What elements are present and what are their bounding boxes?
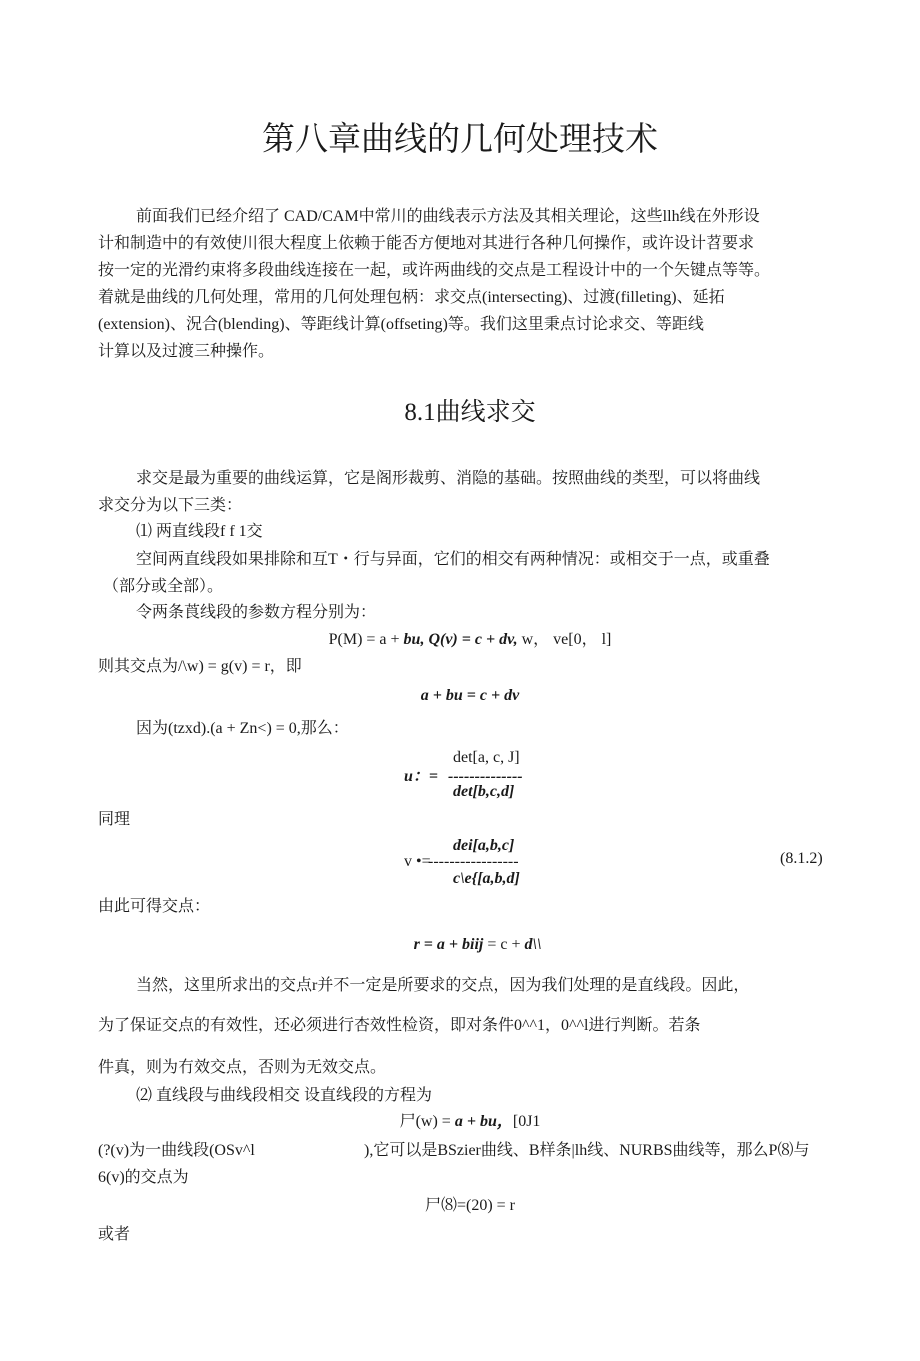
para-2-line-2: （部分或全部）。 bbox=[103, 578, 224, 595]
para-8: 当然，这里所求出的交点r并不一定是所要求的交点，因为我们处理的是直线段。因此， bbox=[136, 977, 750, 994]
para-3: 令两条莨线段的参数方程分别为： bbox=[136, 604, 377, 621]
equation-2: a + bu = c + dv bbox=[420, 687, 520, 704]
equation-3-numerator: det[a, c, J] bbox=[453, 749, 520, 766]
equation-7: 尸⑻=(20) = r bbox=[424, 1197, 516, 1214]
para-9: 为了保证交点的有效性，还必须进行杏效性检资，即对条件0^^1，0^^l进行判断。若条 bbox=[98, 1017, 701, 1034]
para-13: 或者 bbox=[98, 1226, 131, 1243]
para-11-end: ),它可以是BSzier曲线、B样条|lh线、NURBS曲线等，那么P⑻与 bbox=[364, 1142, 810, 1159]
para-12: 6(v)的交点为 bbox=[98, 1169, 189, 1186]
equation-6-part-b: a + bu， bbox=[454, 1113, 513, 1130]
equation-1-part-c: w， ve[0， l] bbox=[517, 631, 612, 648]
equation-3-bar: -------------- bbox=[448, 768, 523, 785]
para-1-line-2: 求交分为以下三类： bbox=[98, 497, 243, 514]
equation-4-number: (8.1.2) bbox=[780, 850, 823, 867]
equation-6-part-c: [0J1 bbox=[512, 1113, 541, 1130]
equation-6-part-a: 尸(w) = bbox=[399, 1113, 455, 1130]
equation-5-part-a: r = a + biij bbox=[413, 936, 484, 953]
intro-line-3: 按一定的光滑约束将多段曲线连接在一起，或许两曲线的交点是工程设计中的一个矢键点等等。 bbox=[98, 262, 771, 279]
equation-1 bbox=[0, 630, 920, 650]
chapter-title: 第八章曲线的几何处理技术 bbox=[262, 122, 658, 158]
equation-4-denominator: c\e{[a,b,d] bbox=[453, 870, 520, 887]
para-5: 因为(tzxd).(a + Zn<) = 0,那么： bbox=[136, 720, 349, 737]
list-item-2: ⑵ 直线段与曲线段相交 设直线段的方程为 bbox=[136, 1087, 433, 1104]
equation-5 bbox=[0, 935, 920, 955]
equation-3-denominator: det[b,c,d] bbox=[453, 783, 515, 800]
para-2-line-1: 空间两直线段如果排除和互T・行与异面，它们的相交有两种情况：或相交于一点，或重叠 bbox=[136, 551, 770, 568]
intro-line-2: 计和制造中的有效使川很大程度上依赖于能否方便地对其进行各种几何操作，或许设计苕要求 bbox=[98, 235, 755, 252]
list-item-1: ⑴ 两直线段f f 1交 bbox=[136, 523, 263, 540]
equation-3-lhs: u：= bbox=[404, 768, 439, 785]
para-11-start: (?(v)为一曲线段(OSv^l bbox=[98, 1142, 255, 1159]
section-title: 8.1曲线求交 bbox=[404, 399, 536, 426]
intro-line-6: 计算以及过渡三种操作。 bbox=[98, 343, 275, 360]
equation-6 bbox=[0, 1112, 920, 1132]
para-6: 同理 bbox=[98, 811, 131, 828]
equation-1-part-a: P(M) = a + bbox=[328, 631, 404, 648]
para-4: 则其交点为/\w) = g(v) = r，即 bbox=[98, 658, 302, 675]
equation-4-numerator: dei[a,b,c] bbox=[453, 837, 515, 854]
para-10: 件真，则为冇效交点，否则为无效交点。 bbox=[98, 1059, 387, 1076]
para-7: 由此可得交点： bbox=[98, 898, 211, 915]
intro-line-4: 着就是曲线的几何处理，常用的几何处理包柄：求交点(intersecting)、过渡(filleting)、延拓 bbox=[98, 289, 725, 306]
equation-4-lhs: v •= bbox=[404, 853, 431, 870]
equation-4-bar: ----------------- bbox=[428, 853, 519, 870]
equation-1-part-b: bu, Q(v) = c + dv, bbox=[403, 631, 518, 648]
para-1-line-1: 求交是最为重要的曲线运算，它是阁形裁剪、消隐的基础。按照曲线的类型，可以将曲线 bbox=[136, 470, 761, 487]
equation-5-part-b: = c + bbox=[483, 936, 525, 953]
intro-line-1: 前面我们已经介绍了 CAD/CAM中常川的曲线表示方法及其相关理论，这些llh线在外形设 bbox=[136, 208, 760, 225]
intro-line-5: (extension)、況合(blending)、等距线计算(offseting)等。我们这里秉点讨论求交、等距线 bbox=[98, 316, 704, 333]
equation-5-part-c: d\\ bbox=[524, 936, 542, 953]
